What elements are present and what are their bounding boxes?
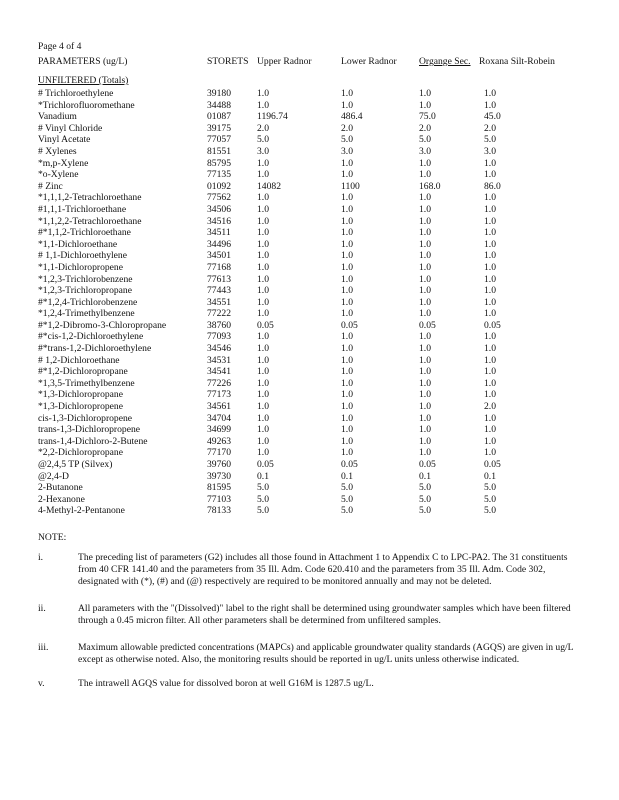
value-orange-sec: 1.0 [419, 331, 431, 343]
table-row [0, 413, 619, 425]
value-upper-radnor: 1.0 [257, 296, 269, 308]
value-upper-radnor: 1.0 [257, 99, 269, 111]
parameter-name: #*1,2-Dichloropropane [38, 366, 128, 378]
value-lower-radnor: 1.0 [341, 192, 353, 204]
parameter-name: *m,p-Xylene [38, 157, 89, 169]
note-number: iii. [38, 642, 49, 653]
parameter-table [0, 88, 619, 517]
value-roxana: 86.0 [484, 180, 501, 192]
parameter-name: *1,1,2,2-Tetrachloroethane [38, 215, 142, 227]
storet-code: 77103 [207, 493, 231, 505]
table-row [0, 123, 619, 135]
value-upper-radnor: 1.0 [257, 354, 269, 366]
note-text: All parameters with the "(Dissolved)" label to the right shall be determined using groundwater samples which have been filtered through a 0.45 micron filter. All other parameters shall be determined from unfiltered samples. [78, 603, 571, 626]
value-orange-sec: 1.0 [419, 308, 431, 320]
value-orange-sec: 1.0 [419, 343, 431, 355]
value-upper-radnor: 14082 [257, 180, 281, 192]
value-upper-radnor: 1.0 [257, 215, 269, 227]
header-parameters: PARAMETERS (ug/L) [38, 56, 128, 67]
storet-code: 39175 [207, 122, 231, 134]
value-upper-radnor: 1.0 [257, 412, 269, 424]
value-lower-radnor: 1.0 [341, 308, 353, 320]
table-row [0, 389, 619, 401]
table-row [0, 378, 619, 390]
value-upper-radnor: 1.0 [257, 169, 269, 181]
value-upper-radnor: 1.0 [257, 447, 269, 459]
value-upper-radnor: 0.05 [257, 319, 274, 331]
value-orange-sec: 5.0 [419, 134, 431, 146]
value-roxana: 0.1 [484, 470, 496, 482]
header-upper-radnor: Upper Radnor [257, 56, 312, 67]
value-roxana: 2.0 [484, 122, 496, 134]
value-upper-radnor: 1.0 [257, 261, 269, 273]
note-number: v. [38, 678, 45, 689]
parameter-name: #*cis-1,2-Dichloroethylene [38, 331, 144, 343]
value-orange-sec: 2.0 [419, 122, 431, 134]
header-storets: STORETS [207, 56, 249, 67]
parameter-name: 4-Methyl-2-Pentanone [38, 505, 125, 517]
storet-code: 77168 [207, 261, 231, 273]
storet-code: 34541 [207, 366, 231, 378]
storet-code: 81595 [207, 482, 231, 494]
storet-code: 77222 [207, 308, 231, 320]
value-roxana: 1.0 [484, 215, 496, 227]
value-roxana: 1.0 [484, 412, 496, 424]
value-orange-sec: 1.0 [419, 203, 431, 215]
value-lower-radnor: 1.0 [341, 447, 353, 459]
value-lower-radnor: 1.0 [341, 227, 353, 239]
table-row [0, 227, 619, 239]
storet-code: 34516 [207, 215, 231, 227]
parameter-name: *1,1,1,2-Tetrachloroethane [38, 192, 142, 204]
value-roxana: 1.0 [484, 331, 496, 343]
table-row [0, 320, 619, 332]
parameter-name: # Xylenes [38, 145, 77, 157]
storet-code: 34488 [207, 99, 231, 111]
storet-code: 34496 [207, 238, 231, 250]
storet-code: 34531 [207, 354, 231, 366]
value-upper-radnor: 1.0 [257, 435, 269, 447]
value-upper-radnor: 2.0 [257, 122, 269, 134]
value-roxana: 1.0 [484, 273, 496, 285]
value-upper-radnor: 1.0 [257, 227, 269, 239]
parameter-name: *1,3-Dichloropropene [38, 401, 123, 413]
storet-code: 77226 [207, 377, 231, 389]
value-roxana: 5.0 [484, 134, 496, 146]
table-row [0, 239, 619, 251]
value-roxana: 1.0 [484, 169, 496, 181]
table-row [0, 401, 619, 413]
value-upper-radnor: 5.0 [257, 134, 269, 146]
value-upper-radnor: 1.0 [257, 285, 269, 297]
storet-code: 49263 [207, 435, 231, 447]
note-number: ii. [38, 603, 46, 614]
storet-code: 39180 [207, 88, 231, 99]
value-lower-radnor: 1.0 [341, 285, 353, 297]
value-roxana: 1.0 [484, 447, 496, 459]
value-lower-radnor: 1.0 [341, 99, 353, 111]
parameter-name: *1,3-Dichloropropane [38, 389, 123, 401]
value-roxana: 1.0 [484, 285, 496, 297]
value-upper-radnor: 5.0 [257, 505, 269, 517]
table-row [0, 158, 619, 170]
value-upper-radnor: 1.0 [257, 308, 269, 320]
value-upper-radnor: 1.0 [257, 366, 269, 378]
value-orange-sec: 1.0 [419, 412, 431, 424]
table-row [0, 331, 619, 343]
value-upper-radnor: 1.0 [257, 389, 269, 401]
storet-code: 77057 [207, 134, 231, 146]
value-roxana: 1.0 [484, 343, 496, 355]
header-orange-sec: Organge Sec. [419, 56, 471, 67]
storet-code: 01087 [207, 111, 231, 123]
table-row [0, 355, 619, 367]
parameter-name: *1,1-Dichloropropene [38, 261, 123, 273]
value-upper-radnor: 5.0 [257, 482, 269, 494]
value-lower-radnor: 1.0 [341, 169, 353, 181]
value-lower-radnor: 1100 [341, 180, 360, 192]
table-row [0, 274, 619, 286]
parameter-name: *o-Xylene [38, 169, 79, 181]
storet-code: 01092 [207, 180, 231, 192]
value-roxana: 5.0 [484, 505, 496, 517]
value-upper-radnor: 1.0 [257, 401, 269, 413]
value-orange-sec: 1.0 [419, 389, 431, 401]
value-orange-sec: 1.0 [419, 447, 431, 459]
value-roxana: 2.0 [484, 401, 496, 413]
table-row [0, 424, 619, 436]
value-upper-radnor: 1.0 [257, 192, 269, 204]
table-row [0, 262, 619, 274]
value-orange-sec: 0.05 [419, 459, 436, 470]
table-row [0, 100, 619, 112]
value-lower-radnor: 1.0 [341, 203, 353, 215]
value-upper-radnor: 1.0 [257, 203, 269, 215]
value-lower-radnor: 1.0 [341, 261, 353, 273]
parameter-name: trans-1,3-Dichloropropene [38, 424, 141, 436]
value-roxana: 1.0 [484, 354, 496, 366]
table-row [0, 169, 619, 181]
storet-code: 34511 [207, 227, 231, 239]
storet-code: 34704 [207, 412, 231, 424]
parameter-name: # Vinyl Chloride [38, 122, 103, 134]
note-number: i. [38, 552, 44, 563]
value-upper-radnor: 1.0 [257, 273, 269, 285]
storet-code: 77173 [207, 389, 231, 401]
parameter-name: @2,4,5 TP (Silvex) [38, 459, 113, 470]
value-upper-radnor: 1.0 [257, 157, 269, 169]
storet-code: 77170 [207, 447, 231, 459]
note-text: The intrawell AGQS value for dissolved boron at well G16M is 1287.5 ug/L. [78, 678, 374, 689]
value-upper-radnor: 1.0 [257, 343, 269, 355]
table-row [0, 134, 619, 146]
header-lower-radnor: Lower Radnor [341, 56, 397, 67]
value-lower-radnor: 0.05 [341, 459, 358, 470]
value-upper-radnor: 1.0 [257, 424, 269, 436]
value-orange-sec: 1.0 [419, 285, 431, 297]
parameter-name: Vanadium [38, 111, 77, 123]
storet-code: 34561 [207, 401, 231, 413]
value-lower-radnor: 1.0 [341, 366, 353, 378]
value-lower-radnor: 1.0 [341, 354, 353, 366]
table-row [0, 216, 619, 228]
parameter-name: *1,3,5-Trimethylbenzene [38, 377, 135, 389]
value-lower-radnor: 5.0 [341, 493, 353, 505]
value-orange-sec: 1.0 [419, 99, 431, 111]
parameter-name: @2,4-D [38, 470, 69, 482]
value-lower-radnor: 1.0 [341, 389, 353, 401]
value-lower-radnor: 5.0 [341, 505, 353, 517]
storet-code: 85795 [207, 157, 231, 169]
parameter-name: # Trichloroethylene [38, 88, 114, 99]
value-upper-radnor: 1.0 [257, 250, 269, 262]
value-orange-sec: 5.0 [419, 482, 431, 494]
table-row [0, 297, 619, 309]
value-roxana: 1.0 [484, 296, 496, 308]
parameter-name: *Trichlorofluoromethane [38, 99, 135, 111]
table-row [0, 459, 619, 471]
value-roxana: 0.05 [484, 319, 501, 331]
storet-code: 77613 [207, 273, 231, 285]
table-row [0, 447, 619, 459]
parameter-name: #*1,1,2-Trichloroethane [38, 227, 131, 239]
notes-label: NOTE: [38, 532, 67, 543]
storet-code: 77562 [207, 192, 231, 204]
page-label: Page 4 of 4 [38, 41, 82, 52]
value-roxana: 1.0 [484, 308, 496, 320]
value-orange-sec: 1.0 [419, 157, 431, 169]
value-lower-radnor: 0.1 [341, 470, 353, 482]
value-roxana: 1.0 [484, 435, 496, 447]
value-lower-radnor: 1.0 [341, 435, 353, 447]
table-row [0, 250, 619, 262]
value-lower-radnor: 2.0 [341, 122, 353, 134]
value-roxana: 0.05 [484, 459, 501, 470]
value-orange-sec: 0.05 [419, 319, 436, 331]
value-orange-sec: 1.0 [419, 377, 431, 389]
table-row [0, 146, 619, 158]
value-roxana: 5.0 [484, 493, 496, 505]
value-lower-radnor: 1.0 [341, 250, 353, 262]
value-upper-radnor: 3.0 [257, 145, 269, 157]
table-row [0, 88, 619, 100]
parameter-name: *1,2,3-Trichlorobenzene [38, 273, 133, 285]
parameter-name: cis-1,3-Dichloropropene [38, 412, 133, 424]
value-upper-radnor: 1.0 [257, 88, 269, 99]
value-orange-sec: 1.0 [419, 435, 431, 447]
parameter-name: *1,1-Dichloroethane [38, 238, 118, 250]
parameter-name: #*trans-1,2-Dichloroethylene [38, 343, 152, 355]
parameter-name: #*1,2,4-Trichlorobenzene [38, 296, 138, 308]
parameter-name: trans-1,4-Dichloro-2-Butene [38, 435, 148, 447]
parameter-name: Vinyl Acetate [38, 134, 91, 146]
value-orange-sec: 1.0 [419, 424, 431, 436]
parameter-name: 2-Butanone [38, 482, 83, 494]
value-roxana: 1.0 [484, 389, 496, 401]
value-roxana: 1.0 [484, 250, 496, 262]
value-roxana: 1.0 [484, 227, 496, 239]
table-row [0, 471, 619, 483]
table-row [0, 192, 619, 204]
parameter-name: 2-Hexanone [38, 493, 85, 505]
storet-code: 34501 [207, 250, 231, 262]
value-upper-radnor: 1.0 [257, 238, 269, 250]
value-lower-radnor: 1.0 [341, 273, 353, 285]
value-orange-sec: 1.0 [419, 273, 431, 285]
value-roxana: 1.0 [484, 261, 496, 273]
header-roxana: Roxana Silt-Robein [479, 56, 555, 67]
value-lower-radnor: 486.4 [341, 111, 363, 123]
value-lower-radnor: 0.05 [341, 319, 358, 331]
storet-code: 77135 [207, 169, 231, 181]
parameter-name: #*1,2-Dibromo-3-Chloropropane [38, 319, 167, 331]
value-orange-sec: 3.0 [419, 145, 431, 157]
storet-code: 78133 [207, 505, 231, 517]
parameter-name: #1,1,1-Trichloroethane [38, 203, 127, 215]
value-orange-sec: 1.0 [419, 88, 431, 99]
value-lower-radnor: 3.0 [341, 145, 353, 157]
storet-code: 38760 [207, 319, 231, 331]
value-lower-radnor: 1.0 [341, 157, 353, 169]
value-upper-radnor: 1.0 [257, 377, 269, 389]
table-row [0, 343, 619, 355]
note-text: The preceding list of parameters (G2) includes all those found in Attachment 1 to Appendix C to LPC-PA2. The 31 constituents from 40 CFR 141.40 and the parameters from 35 Ill. Adm. Code 620.410 and the parameters from 35 Ill. Adm. Code 302, designated with (*), (#) and (@) respectively are required to be monitored annually and may not be deleted. [78, 552, 568, 587]
storet-code: 34551 [207, 296, 231, 308]
value-roxana: 1.0 [484, 203, 496, 215]
table-row [0, 204, 619, 216]
value-roxana: 1.0 [484, 238, 496, 250]
value-roxana: 1.0 [484, 424, 496, 436]
value-orange-sec: 1.0 [419, 215, 431, 227]
value-orange-sec: 1.0 [419, 261, 431, 273]
value-orange-sec: 168.0 [419, 180, 441, 192]
table-row [0, 482, 619, 494]
table-row [0, 505, 619, 517]
value-orange-sec: 5.0 [419, 493, 431, 505]
value-upper-radnor: 5.0 [257, 493, 269, 505]
value-lower-radnor: 1.0 [341, 377, 353, 389]
parameter-name: # Zinc [38, 180, 63, 192]
value-lower-radnor: 1.0 [341, 424, 353, 436]
value-lower-radnor: 1.0 [341, 401, 353, 413]
section-title-unfiltered: UNFILTERED (Totals) [38, 75, 129, 86]
table-row [0, 436, 619, 448]
value-orange-sec: 1.0 [419, 238, 431, 250]
value-upper-radnor: 1196.74 [257, 111, 288, 123]
storet-code: 34546 [207, 343, 231, 355]
table-row [0, 308, 619, 320]
storet-code: 39760 [207, 459, 231, 470]
value-lower-radnor: 5.0 [341, 134, 353, 146]
value-orange-sec: 0.1 [419, 470, 431, 482]
value-lower-radnor: 1.0 [341, 215, 353, 227]
table-row [0, 181, 619, 193]
value-orange-sec: 1.0 [419, 366, 431, 378]
value-roxana: 1.0 [484, 192, 496, 204]
value-orange-sec: 1.0 [419, 296, 431, 308]
value-orange-sec: 1.0 [419, 354, 431, 366]
storet-code: 81551 [207, 145, 231, 157]
parameter-name: *2,2-Dichloropropane [38, 447, 123, 459]
value-orange-sec: 1.0 [419, 169, 431, 181]
value-roxana: 1.0 [484, 99, 496, 111]
value-roxana: 1.0 [484, 157, 496, 169]
value-roxana: 1.0 [484, 366, 496, 378]
value-orange-sec: 75.0 [419, 111, 436, 123]
value-lower-radnor: 1.0 [341, 331, 353, 343]
table-row [0, 366, 619, 378]
value-roxana: 1.0 [484, 377, 496, 389]
value-orange-sec: 1.0 [419, 227, 431, 239]
value-orange-sec: 5.0 [419, 505, 431, 517]
value-lower-radnor: 5.0 [341, 482, 353, 494]
value-roxana: 5.0 [484, 482, 496, 494]
value-lower-radnor: 1.0 [341, 238, 353, 250]
value-lower-radnor: 1.0 [341, 343, 353, 355]
parameter-name: # 1,1-Dichloroethylene [38, 250, 127, 262]
value-upper-radnor: 0.05 [257, 459, 274, 470]
storet-code: 77443 [207, 285, 231, 297]
value-lower-radnor: 1.0 [341, 412, 353, 424]
value-upper-radnor: 0.1 [257, 470, 269, 482]
table-row [0, 494, 619, 506]
value-lower-radnor: 1.0 [341, 296, 353, 308]
parameter-name: # 1,2-Dichloroethane [38, 354, 120, 366]
value-orange-sec: 1.0 [419, 192, 431, 204]
value-lower-radnor: 1.0 [341, 88, 353, 99]
value-roxana: 1.0 [484, 88, 496, 99]
value-orange-sec: 1.0 [419, 250, 431, 262]
storet-code: 34699 [207, 424, 231, 436]
parameter-name: *1,2,4-Trimethylbenzene [38, 308, 135, 320]
value-orange-sec: 1.0 [419, 401, 431, 413]
value-roxana: 45.0 [484, 111, 501, 123]
parameter-name: *1,2,3-Trichloropropane [38, 285, 132, 297]
table-row [0, 111, 619, 123]
storet-code: 34506 [207, 203, 231, 215]
storet-code: 77093 [207, 331, 231, 343]
value-roxana: 3.0 [484, 145, 496, 157]
value-upper-radnor: 1.0 [257, 331, 269, 343]
table-row [0, 285, 619, 297]
note-text: Maximum allowable predicted concentrations (MAPCs) and applicable groundwater quality standards (AGQS) are given in ug/L except as otherwise noted. Also, the monitoring results should be reported in ug/L units unless otherwise indicated. [78, 642, 574, 665]
storet-code: 39730 [207, 470, 231, 482]
